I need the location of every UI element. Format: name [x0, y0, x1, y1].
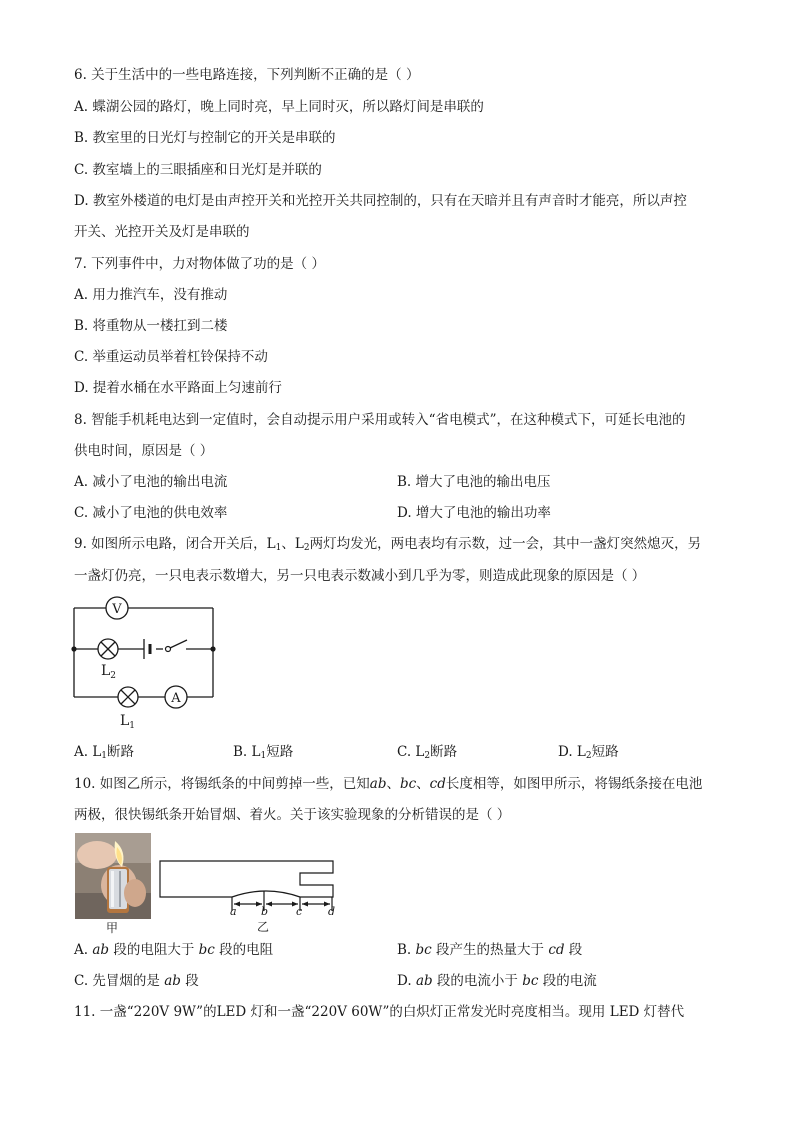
point-d-label: d [328, 905, 336, 918]
point-a-label: a [230, 905, 237, 918]
q7-option-d: D. 提着水桶在水平路面上匀速前行 [74, 380, 282, 396]
point-c-label: c [296, 905, 303, 918]
q8-stem-line2: 供电时间，原因是（ ） [74, 443, 214, 459]
q8-option-c: C. 减小了电池的供电效率 [74, 505, 228, 521]
ammeter-symbol [165, 686, 187, 708]
lamp-l2-label: $L_2$ [101, 663, 117, 681]
q6-stem: 6. 关于生活中的一些电路连接，下列判断不正确的是（ ） [74, 67, 420, 83]
q8-option-a: A. 减小了电池的输出电流 [74, 474, 228, 490]
q6-option-c: C. 教室墙上的三眼插座和日光灯是并联的 [74, 162, 322, 178]
q9-stem-line2: 一盏灯仍亮，一只电表示数增大，另一只电表示数减小到几乎为零，则造成此现象的原因是（ ） [74, 568, 646, 584]
svg-text:V: V [112, 602, 122, 617]
tin-foil-strip-diagram [150, 855, 340, 935]
figure-label-jia: 甲 [106, 921, 119, 935]
lamp-l1-symbol [118, 687, 138, 707]
circuit-diagram [66, 594, 226, 734]
svg-text:A: A [171, 691, 181, 706]
q7-stem: 7. 下列事件中，力对物体做了功的是（ ） [74, 256, 325, 272]
junction-dot-right [210, 646, 215, 651]
q9-option-a: A. $L_1$断路 [74, 744, 135, 761]
q9-stem-line1: 9. 如图所示电路，闭合开关后，$L_1$、$L_2$两灯均发光，两电表均有示数，过一会，其中一盏灯突然熄灭，另 [74, 536, 702, 553]
switch-symbol [166, 640, 188, 652]
q10-stem-line2: 两极，很快锡纸条开始冒烟、着火。关于该实验现象的分析错误的是（ ） [74, 807, 511, 823]
q8-option-b: B. 增大了电池的输出电压 [397, 474, 551, 490]
battery-symbol [144, 639, 150, 659]
q9-option-c: C. $L_2$断路 [397, 744, 458, 761]
q6-option-b: B. 教室里的日光灯与控制它的开关是串联的 [74, 130, 336, 146]
q10-option-d: D. ab 段的电流小于 bc 段的电流 [397, 973, 597, 989]
q10-option-c: C. 先冒烟的是 ab 段 [74, 973, 199, 989]
q10-option-a: A. ab 段的电阻大于 bc 段的电阻 [74, 942, 274, 958]
q8-option-d: D. 增大了电池的输出功率 [397, 505, 551, 521]
q9-option-b: B. $L_1$短路 [233, 744, 294, 761]
q8-stem-line1: 8. 智能手机耗电达到一定值时，会自动提示用户采用或转入“省电模式”，在这种模式下，可延长电池的 [74, 412, 686, 428]
q10-option-b: B. bc 段产生的热量大于 cd 段 [397, 942, 583, 958]
q7-option-b: B. 将重物从一楼扛到二楼 [74, 318, 228, 334]
q11-stem: 11. 一盏“220V 9W”的LED 灯和一盏“220V 60W”的白炽灯正常发光时亮度相当。现用 LED 灯替代 [74, 1004, 685, 1020]
figure-label-yi: 乙 [257, 920, 270, 934]
experiment-photo [75, 833, 151, 919]
q6-option-d-line1: D. 教室外楼道的电灯是由声控开关和光控开关共同控制的，只有在天暗并且有声音时才能亮，所以声控 [74, 193, 687, 209]
q10-stem-line1: 10. 如图乙所示，将锡纸条的中间剪掉一些，已知ab、bc、cd长度相等，如图甲所示，将锡纸条接在电池 [74, 776, 703, 792]
point-b-label: b [261, 905, 269, 918]
q6-option-a: A. 蝶湖公园的路灯，晚上同时亮，早上同时灭，所以路灯间是串联的 [74, 99, 484, 115]
junction-dot-left [71, 646, 76, 651]
q9-option-d: D. $L_2$短路 [558, 744, 619, 761]
lamp-l2-symbol [98, 639, 118, 659]
q7-option-c: C. 举重运动员举着杠铃保持不动 [74, 349, 268, 365]
lamp-l1-label: $L_1$ [120, 713, 136, 731]
q7-option-a: A. 用力推汽车，没有推动 [74, 287, 228, 303]
voltmeter-symbol [106, 597, 128, 619]
q6-option-d-line2: 开关、光控开关及灯是串联的 [74, 224, 250, 240]
